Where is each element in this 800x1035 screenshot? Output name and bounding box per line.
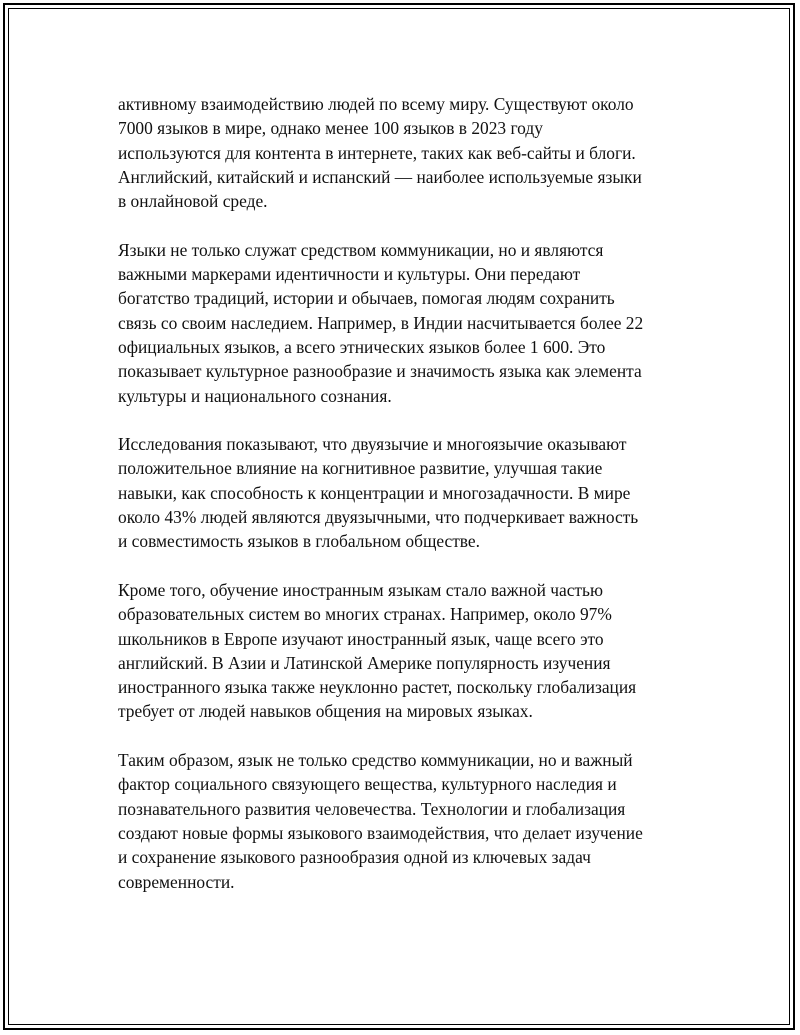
document-body — [118, 92, 680, 894]
paragraph-3: Исследования показывают, что двуязычие и многоязычие оказывают положительное влияние на когнитивное развитие, улучшая такие навыки, как способность к концентрации и многозадачности. В мире около 43% людей являются двуязычными, что подчеркивает важность и совместимость языков в глобальном обществе. — [118, 434, 639, 552]
paragraph-1: активному взаимодействию людей по всему миру. Существуют около 7000 языков в мире, однако менее 100 языков в 2023 году используются для контента в интернете, таких как веб-сайты и блоги. Английский, китайский и испанский — наиболее используемые языки в онлайновой среде. — [118, 94, 642, 212]
paragraph-2: Языки не только служат средством коммуникации, но и являются важными маркерами идентичности и культуры. Они передают богатство традиций, истории и обычаев, помогая людям сохранить связь со своим наследием. Например, в Индии насчитывается более 22 официальных языков, а всего этнических языков более 1 600. Это показывает культурное разнообразие и значимость языка как элемента культуры и национального сознания. — [118, 239, 644, 406]
paragraph-4: Кроме того, обучение иностранным языкам стало важной частью образовательных систем во многих странах. Например, около 97% школьников в Европе изучают иностранный язык, чаще всего это английский. В Азии и Латинской Америке популярность изучения иностранного языка также неуклонно растет, поскольку глобализация требует от людей навыков общения на мировых языках. — [118, 579, 637, 722]
paragraph-5: Таким образом, язык не только средство коммуникации, но и важный фактор социального связующего вещества, культурного наследия и познавательного развития человечества. Технологии и глобализация создают новые формы языкового взаимодействия, что делает изучение и сохранение языкового разнообразия одной из ключевых задач современности. — [118, 750, 643, 892]
